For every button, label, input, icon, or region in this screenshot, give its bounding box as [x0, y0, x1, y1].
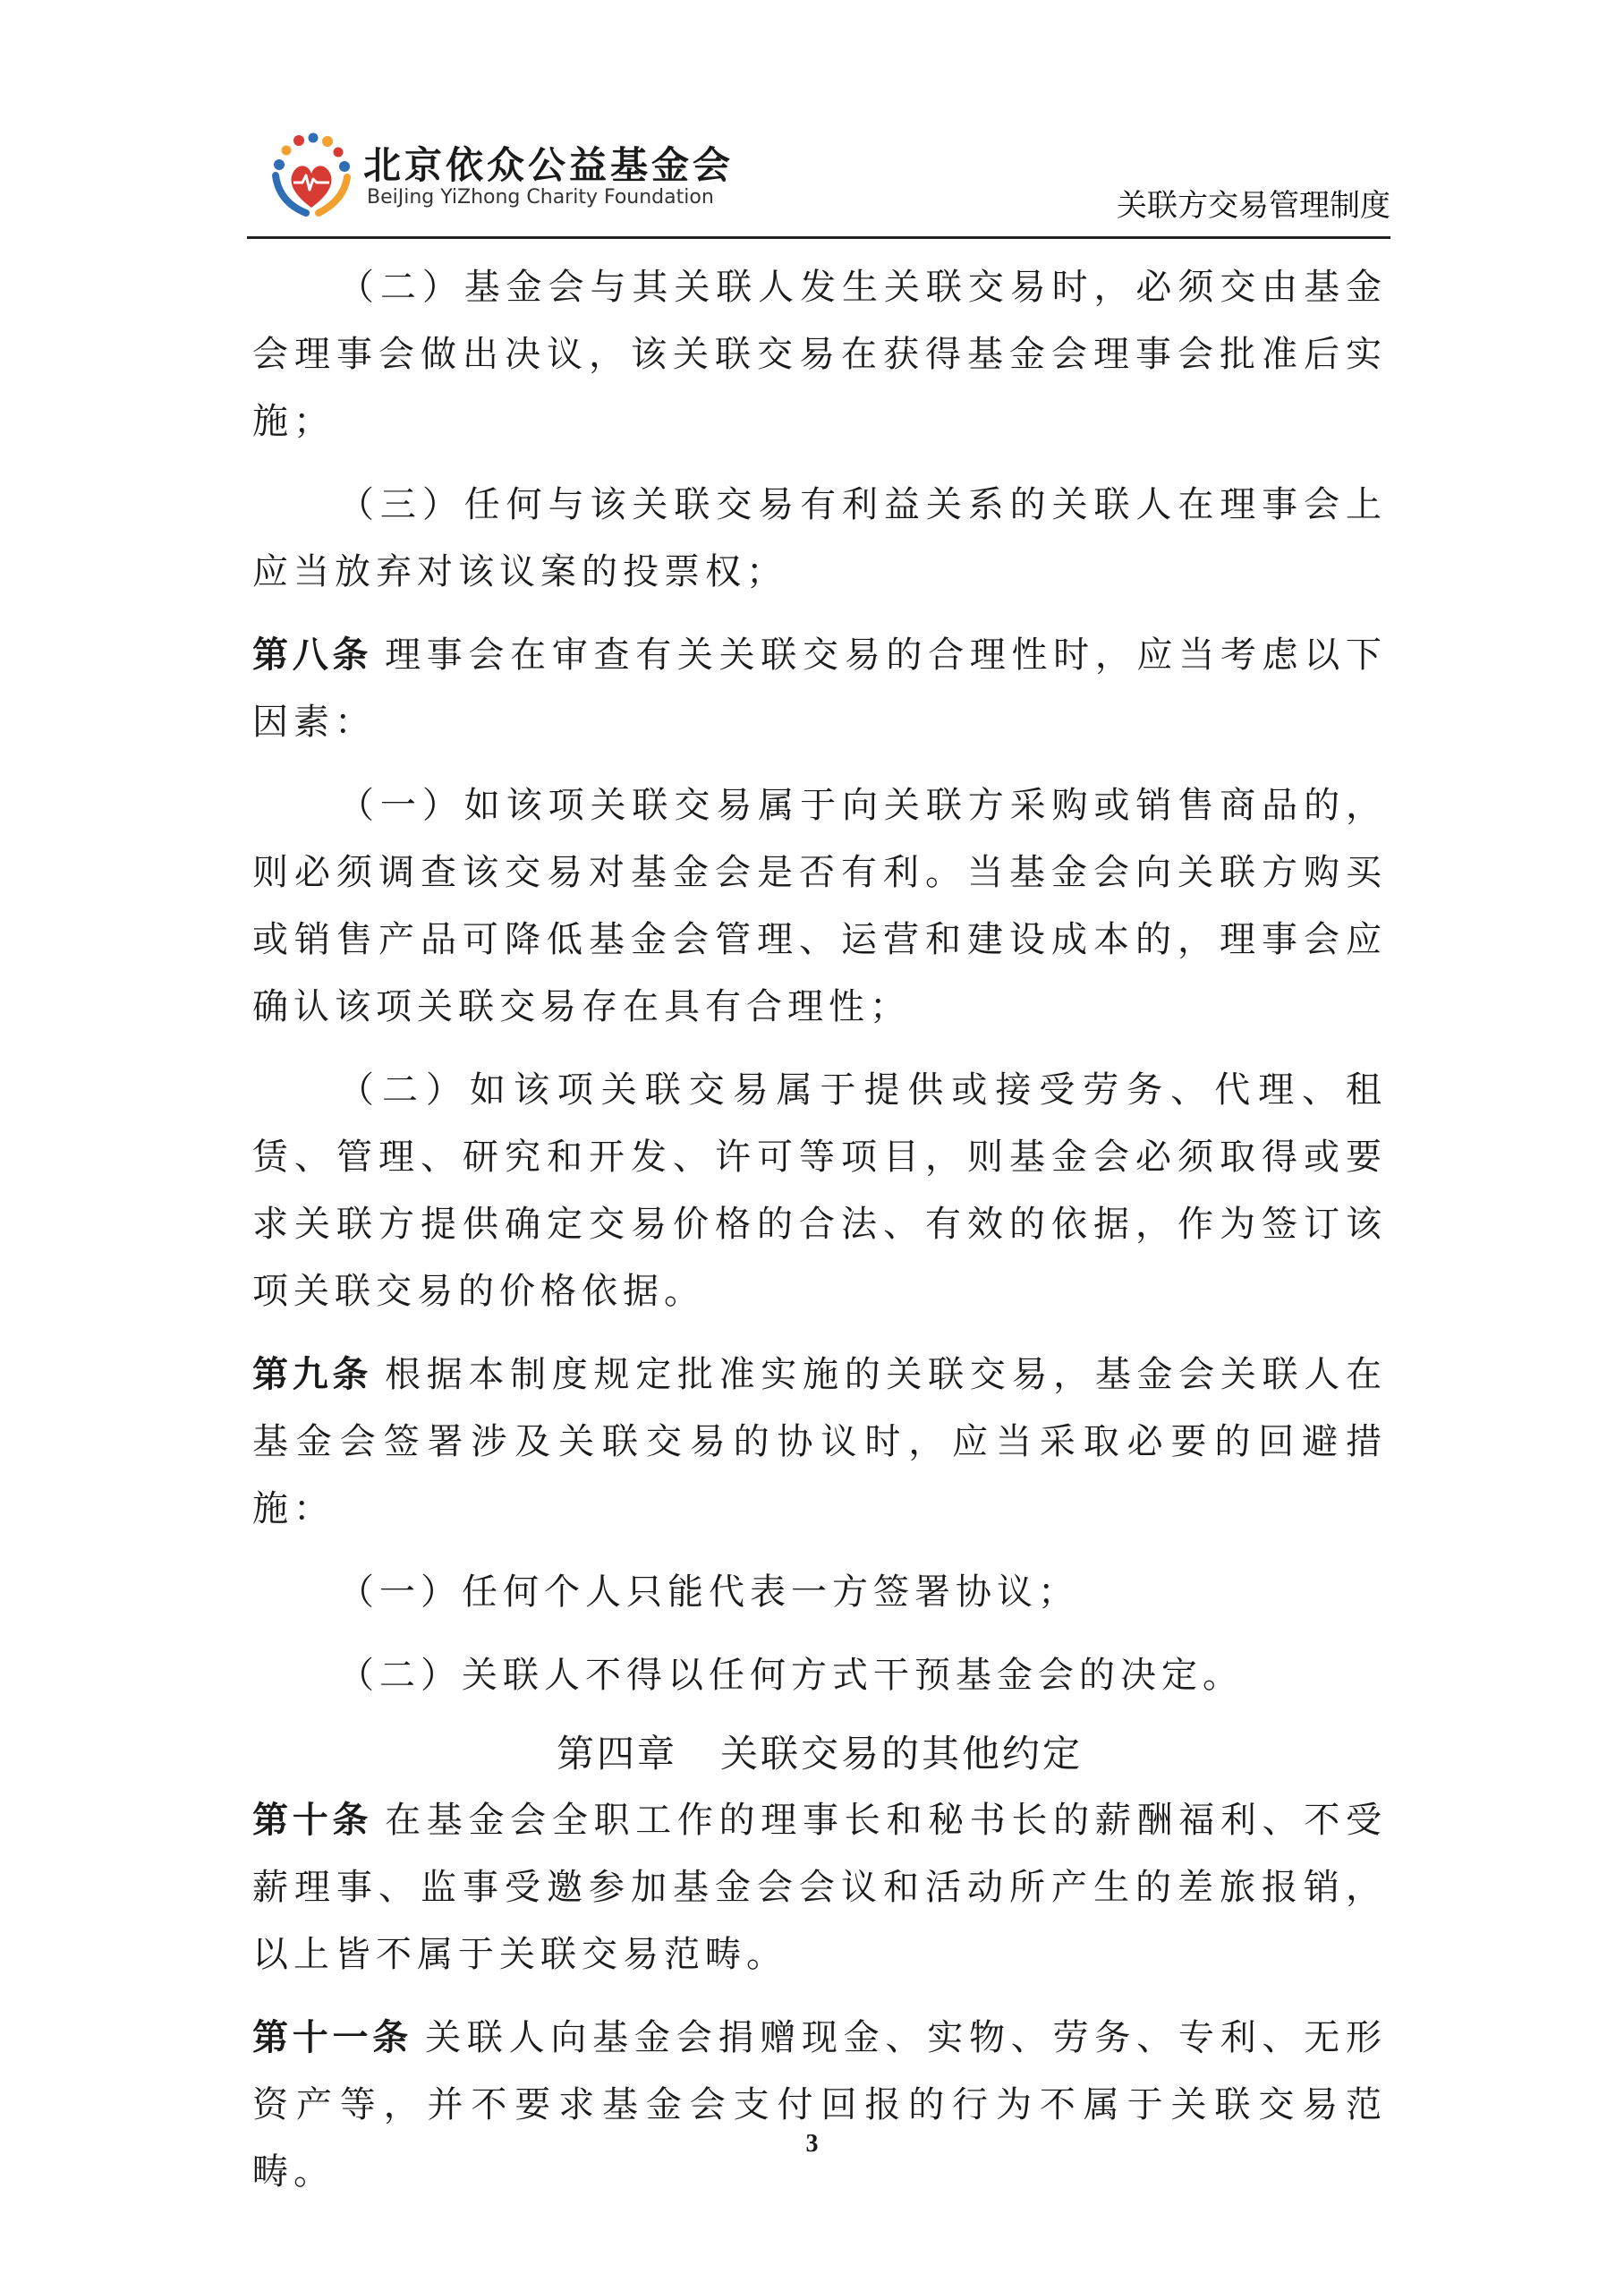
article-10-text: 在基金会全职工作的理事长和秘书长的薪酬福利、不受薪理事、监事受邀参加基金会会议和活动所产生的差旅报销，以上皆不属于关联交易范畴。 [252, 1800, 1388, 1975]
paragraph-art9-clause-2: （二）关联人不得以任何方式干预基金会的决定。 [338, 1655, 1244, 1696]
article-8 [252, 622, 1387, 756]
paragraph-art8-clause-2: （二）如该项关联交易属于提供或接受劳务、代理、租赁、管理、研究和开发、许可等项目，则基金会必须取得或要求关联方提供确定交易价格的合法、有效的依据，作为签订该项关联交易的价格依据。 [252, 1069, 1387, 1312]
page-body [252, 254, 1387, 2206]
heart-people-logo-icon [267, 129, 356, 218]
organization-name-english: BeiJing YiZhong Charity Foundation [367, 186, 714, 209]
page-number: 3 [805, 2130, 819, 2158]
document-title: 关联方交易管理制度 [1117, 188, 1390, 224]
article-9 [252, 1341, 1387, 1543]
chapter-title: 关联交易的其他约定 [720, 1732, 1084, 1776]
article-11 [252, 2005, 1387, 2206]
article-9-text: 根据本制度规定批准实施的关联交易，基金会关联人在基金会签署涉及关联交易的协议时，应当采取必要的回避措施： [252, 1354, 1388, 1529]
paragraph-art8-clause-1: （一）如该项关联交易属于向关联方采购或销售商品的，则必须调查该交易对基金会是否有利。当基金会向关联方购买或销售产品可降低基金会管理、运营和建设成本的，理事会应确认该项关联交易存在具有合理性； [252, 785, 1387, 1027]
article-10 [252, 1787, 1387, 1989]
article-8-label: 第八条 [252, 634, 373, 676]
page-header [247, 125, 1390, 242]
chapter-heading [252, 1720, 1387, 1787]
paragraph-clause-3: （三）任何与该关联交易有利益关系的关联人在理事会上应当放弃对该议案的投票权； [252, 484, 1387, 592]
organization-name: 北京依众公益基金会 [363, 143, 735, 187]
chapter-number: 第四章 [556, 1732, 677, 1776]
article-9-label: 第九条 [252, 1354, 373, 1395]
article-10-label: 第十条 [252, 1800, 373, 1841]
paragraph-art9-clause-1: （一）任何个人只能代表一方签署协议； [338, 1571, 1079, 1613]
paragraph-clause-2: （二）基金会与其关联人发生关联交易时，必须交由基金会理事会做出决议，该关联交易在获得基金会理事会批准后实施； [252, 267, 1387, 442]
article-8-text: 理事会在审查有关关联交易的合理性时，应当考虑以下因素： [252, 634, 1388, 743]
header-divider [247, 236, 1390, 239]
article-11-text: 关联人向基金会捐赠现金、实物、劳务、专利、无形资产等，并不要求基金会支付回报的行为不属于关联交易范畴。 [252, 2017, 1388, 2193]
article-11-label: 第十一条 [252, 2017, 413, 2058]
